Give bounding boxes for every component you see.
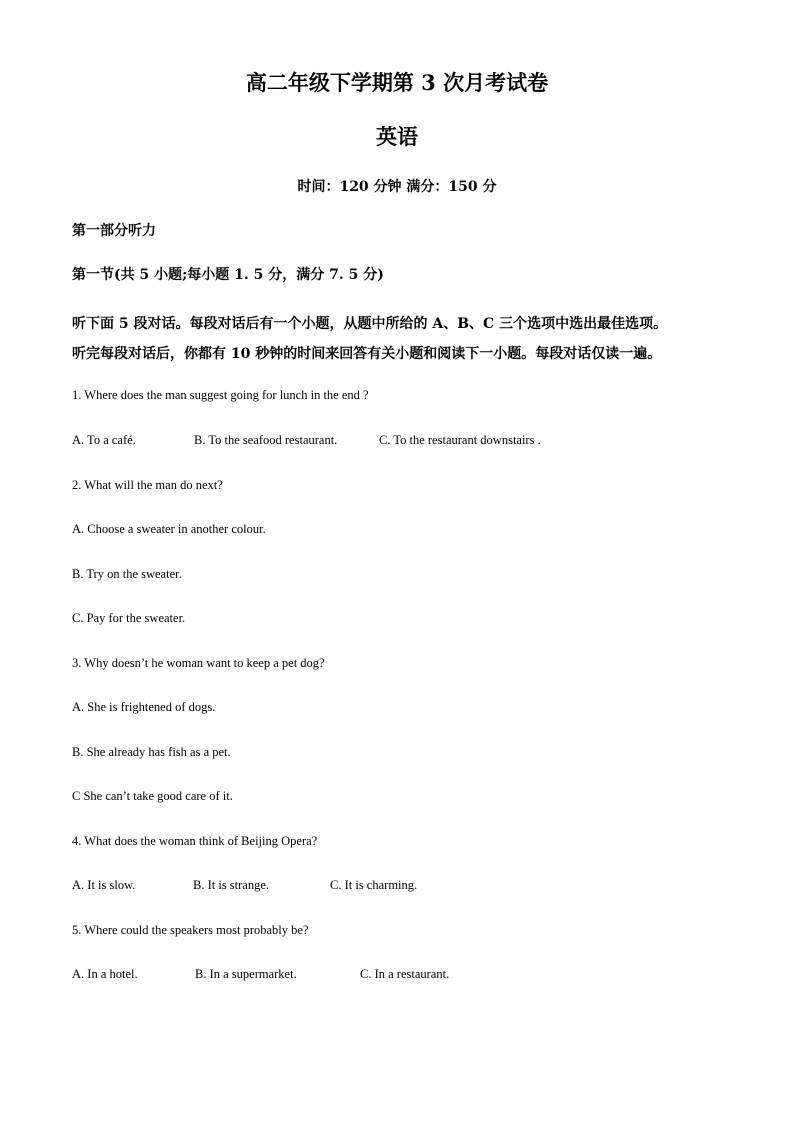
option: C She can’t take good care of it. <box>72 789 233 803</box>
option: A. In a hotel. <box>72 967 138 981</box>
option: C. In a restaurant. <box>360 967 450 981</box>
part-heading: 第一部分听力 <box>72 223 156 239</box>
question-stem: 5. Where could the speakers most probably be? <box>72 923 309 937</box>
question-stem: 3. Why doesn’t he woman want to keep a pet dog? <box>72 656 325 670</box>
question-stem: 1. Where does the man suggest going for lunch in the end ? <box>72 388 369 402</box>
option: C. To the restaurant downstairs . <box>379 433 541 447</box>
option: C. It is charming. <box>330 878 418 892</box>
option: B. She already has fish as a pet. <box>72 745 231 759</box>
instruction-line: 听下面 5 段对话。每段对话后有一个小题，从题中所给的 A、B、C 三个选项中选出最佳选项。 <box>72 316 668 332</box>
option: C. Pay for the sweater. <box>72 611 186 625</box>
option: B. In a supermarket. <box>195 967 297 981</box>
exam-title: 高二年级下学期第 3 次月考试卷 <box>245 70 549 95</box>
question-stem: 4. What does the woman think of Beijing Opera? <box>72 834 318 848</box>
option: A. It is slow. <box>72 878 136 892</box>
exam-meta: 时间：120 分钟 满分：150 分 <box>297 179 497 195</box>
option: A. She is frightened of dogs. <box>72 700 216 714</box>
option: B. Try on the sweater. <box>72 567 182 581</box>
section-heading: 第一节(共 5 小题;每小题 1. 5 分，满分 7. 5 分) <box>72 267 384 283</box>
option: B. To the seafood restaurant. <box>194 433 338 447</box>
option: B. It is strange. <box>193 878 270 892</box>
option: A. To a café. <box>72 433 136 447</box>
instruction-line: 听完每段对话后，你都有 10 秒钟的时间来回答有关小题和阅读下一小题。每段对话仅读一遍。 <box>72 346 662 362</box>
subject-title: 英语 <box>376 124 418 149</box>
question-stem: 2. What will the man do next? <box>72 478 223 492</box>
option: A. Choose a sweater in another colour. <box>72 522 266 536</box>
instructions <box>72 309 732 369</box>
